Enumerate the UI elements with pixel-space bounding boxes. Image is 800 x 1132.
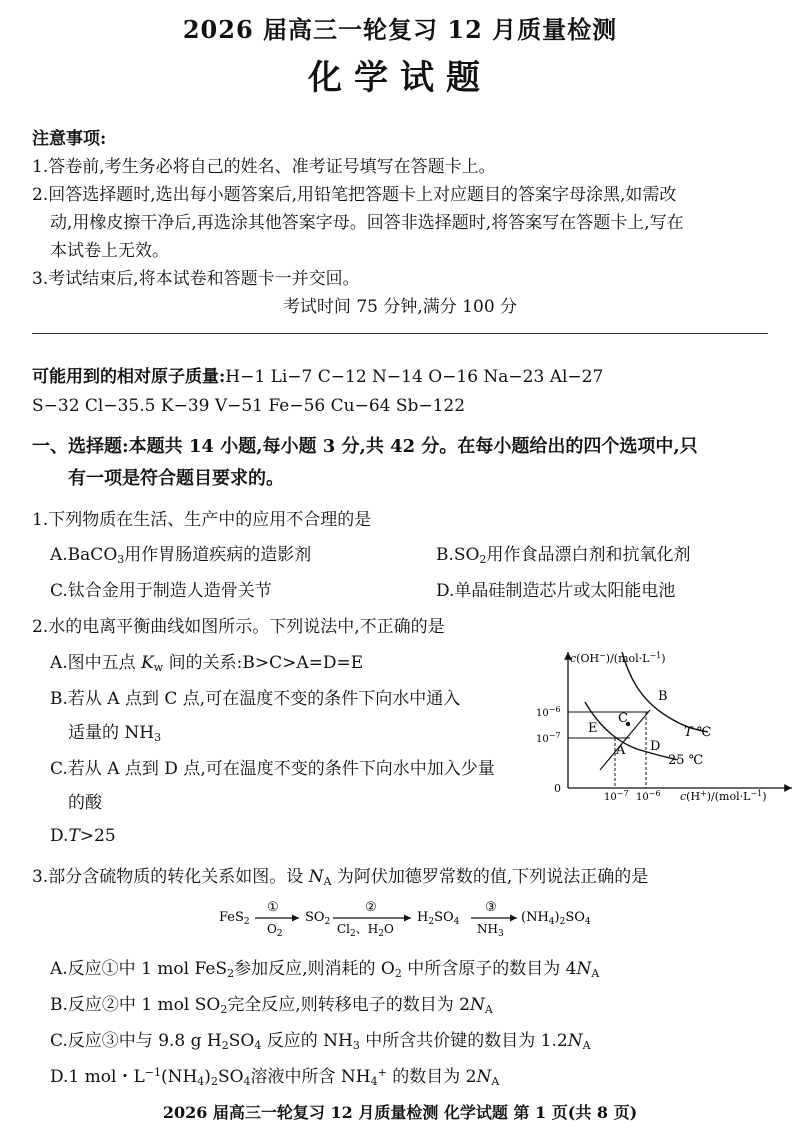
q3-option-b: B.反应②中 1 mol $SO_2$完全反应,则转移电子的数目为 $2N_A$ xyxy=(50,995,493,1016)
atomic-masses-values-1: H−1 Li−7 C−12 N−14 O−16 Na−23 Al−27 xyxy=(225,367,604,387)
exam-time: 考试时间 75 分钟,满分 100 分 xyxy=(282,297,518,317)
step-3-reagent: $NH_3$ xyxy=(477,922,504,939)
q2-option-c-line-1: C.若从 A 点到 D 点,可在温度不变的条件下向水中加入少量 xyxy=(50,759,495,779)
species-fes2: FeS$_2$ xyxy=(219,910,250,927)
q3-option-d: D.1 mol・$L^{-1}(NH_4)_2SO_4$溶液中所含 $NH_4^+$ 的数目为 $2N_A$ xyxy=(50,1066,500,1088)
divider-line xyxy=(32,333,768,334)
q1-option-b: $B.SO_2$用作食品漂白剂和抗氧化剂 xyxy=(436,545,691,566)
origin-label: 0 xyxy=(554,782,561,795)
water-ionization-graph xyxy=(530,640,800,805)
q1-option-a: A.BaCO$_3$用作胃肠道疾病的造影剂 xyxy=(50,545,312,566)
note-1: 1.答卷前,考生务必将自己的姓名、准考证号填写在答题卡上。 xyxy=(32,157,496,177)
q3-option-c: C.反应③中与 9.8 g $H_2SO_4$ 反应的 $NH_3$ 中所含共价键的数目为 $1.2N_A$ xyxy=(50,1031,591,1052)
atomic-masses-line-1 xyxy=(32,362,603,387)
sulfur-conversion-scheme xyxy=(215,895,595,945)
q2-option-b-line-2: 适量的 $NH_3$ xyxy=(68,723,162,744)
label-e: E xyxy=(588,721,598,736)
section-heading-line-1: 一、选择题:本题共 14 小题,每小题 3 分,共 42 分。在每小题给出的四个选项中,只 xyxy=(32,436,698,457)
q2-option-c-line-2: 的酸 xyxy=(68,793,102,813)
step-2-reagents: $Cl_2$、$H_2O$ xyxy=(337,922,394,939)
page-footer: 2026 届高三一轮复习 12 月质量检测 化学试题 第 1 页(共 8 页) xyxy=(162,1103,638,1122)
q2-stem: 2.水的电离平衡曲线如图所示。下列说法中,不正确的是 xyxy=(32,617,445,637)
x-tick-1e-7: $10^{-7}$ xyxy=(604,789,629,803)
y-tick-1e-7: $10^{-7}$ xyxy=(536,731,561,745)
q2-option-b-line-1: B.若从 A 点到 C 点,可在温度不变的条件下向水中通入 xyxy=(50,689,461,709)
y-tick-1e-6: $10^{-6}$ xyxy=(536,705,561,719)
note-2-line-1: 2.回答选择题时,选出每小题答案后,用铅笔把答题卡上对应题目的答案字母涂黑,如需改 xyxy=(32,185,677,205)
note-2-line-2: 动,用橡皮擦干净后,再选涂其他答案字母。回答非选择题时,将答案写在答题卡上,写在 xyxy=(50,213,684,233)
note-2-line-3: 本试卷上无效。 xyxy=(50,241,169,261)
x-tick-1e-6: $10^{-6}$ xyxy=(636,789,661,803)
label-t-curve: T ℃ xyxy=(684,725,712,740)
x-axis-label: $c(H^+)/(mol\cdot L^{-1})$ xyxy=(680,789,767,803)
species-so2: $SO_2$ xyxy=(305,910,331,927)
q2-option-d: D.T>25 xyxy=(50,826,116,846)
q1-stem: 1.下列物质在生活、生产中的应用不合理的是 xyxy=(32,510,372,530)
step-1-reagent: $O_2$ xyxy=(267,922,283,939)
label-b: B xyxy=(658,689,668,704)
atomic-masses-line-2: S−32 Cl−35.5 K−39 V−51 Fe−56 Cu−64 Sb−122 xyxy=(32,396,466,416)
label-d: D xyxy=(650,739,661,754)
step-1-label: ① xyxy=(267,900,279,915)
exam-title: 2026 届高三一轮复习 12 月质量检测 xyxy=(182,15,618,44)
step-2-label: ② xyxy=(365,900,377,915)
q3-stem: 3.部分含硫物质的转化关系如图。设 $N_A$ 为阿伏加德罗常数的值,下列说法正确的是 xyxy=(32,867,649,888)
q1-option-c: C.钛合金用于制造人造骨关节 xyxy=(50,581,272,601)
curve-25c xyxy=(585,702,678,760)
y-axis-label: $c(OH^-)/(mol\cdot L^{-1})$ xyxy=(570,651,666,665)
q2-option-a: A.图中五点 $K_w$ 间的关系:B>C>A=D=E xyxy=(50,653,364,674)
label-a: A xyxy=(616,743,626,758)
species-h2so4: $H_2SO_4$ xyxy=(417,910,460,927)
species-ammonium-sulfate: $(NH_4)_2SO_4$ xyxy=(521,910,591,927)
label-25c-curve: 25 ℃ xyxy=(668,753,704,768)
step-3-label: ③ xyxy=(485,900,497,915)
label-c: C xyxy=(618,711,628,726)
note-3: 3.考试结束后,将本试卷和答题卡一并交回。 xyxy=(32,269,360,289)
subject-title: 化学试题 xyxy=(308,58,492,98)
notes-heading: 注意事项: xyxy=(32,129,107,149)
q1-option-d: D.单晶硅制造芯片或太阳能电池 xyxy=(436,581,676,601)
section-heading-line-2: 有一项是符合题目要求的。 xyxy=(68,468,284,489)
q3-option-a: A.反应①中 1 mol FeS$_2$参加反应,则消耗的 $O_2$ 中所含原子的数目为 $4N_A$ xyxy=(50,959,600,980)
atomic-masses-label: 可能用到的相对原子质量: xyxy=(32,367,226,387)
